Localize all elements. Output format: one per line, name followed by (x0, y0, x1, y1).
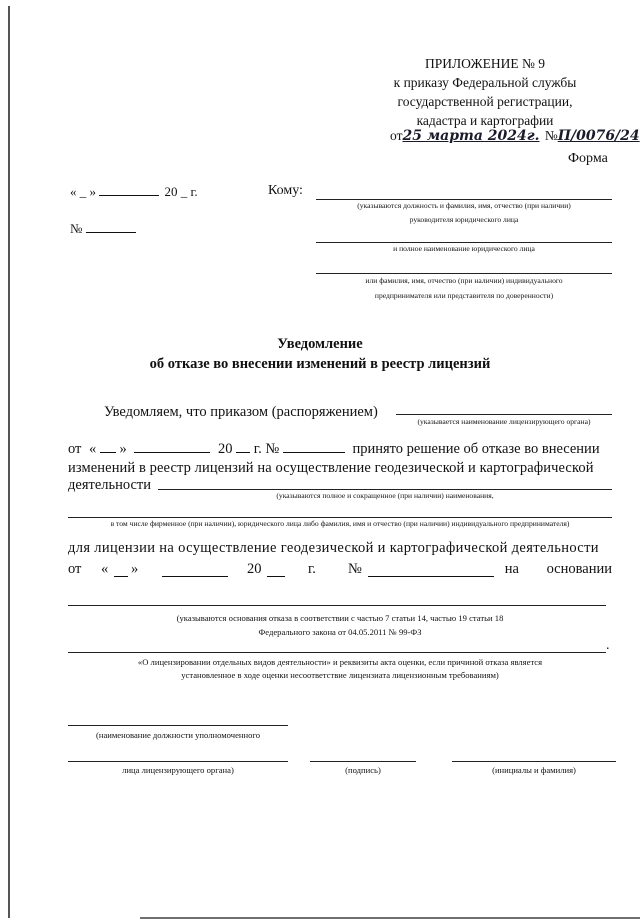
date-field (70, 184, 198, 200)
open-quote: « (89, 441, 97, 457)
signature-hint: (подпись) (345, 765, 381, 775)
notice-subtitle: об отказе во внесении изменений в реестр лицензий (149, 356, 491, 372)
number-blank[interactable] (86, 232, 136, 233)
licensee-name-hint: (указываются полное и сокращенное (при наличии) наименования, (276, 491, 494, 500)
licensee-name-hint-2: в том числе фирменное (при наличии), юридического лица либо фамилия, имя и отчество (при наличии) индивидуального предпринимателя) (110, 519, 570, 528)
notice-title: Уведомление (277, 336, 363, 352)
body-line-2: изменений в реестр лицензий на осуществление геодезической и картографической (68, 460, 594, 476)
date-day-blank[interactable]: _ (79, 184, 87, 199)
number-sign: № (70, 221, 83, 236)
position-line-1[interactable] (68, 725, 288, 726)
recipient-line-1[interactable] (316, 199, 612, 200)
recipient-hint-1: (указываются должность и фамилия, имя, отчество (при наличии) (357, 201, 571, 210)
order-month-blank[interactable] (134, 452, 210, 453)
licensing-authority-line[interactable] (396, 414, 612, 415)
grounds-period: . (606, 638, 610, 653)
grounds-hint-2: Федерального закона от 04.05.2011 № 99-ФЗ (258, 627, 422, 637)
license-number-blank[interactable] (368, 576, 494, 577)
position-hint-2: лица лицензирующего органа) (122, 765, 234, 775)
year-prefix: 20 (218, 441, 233, 457)
form-label: Форма (568, 151, 608, 166)
date-open-quote: « (70, 184, 77, 199)
close-quote-2: » (131, 561, 139, 577)
year-suffix-2: г. (308, 561, 316, 577)
appendix-line4: кадастра и картографии (416, 113, 554, 128)
recipient-hint-3: и полное наименование юридического лица (393, 244, 535, 253)
date-close-quote: » (89, 184, 96, 199)
initials-hint: (инициалы и фамилия) (492, 765, 576, 775)
order-number-blank[interactable] (283, 452, 345, 453)
licensee-name-line-2[interactable] (68, 517, 612, 518)
order-date-line (68, 441, 600, 458)
appendix-order-line (390, 128, 640, 144)
notify-text: Уведомляем, что приказом (распоряжением) (104, 404, 378, 420)
initials-line[interactable] (452, 761, 616, 762)
order-date-handwritten: 25 марта 2024г. (402, 128, 540, 144)
appendix-line2: к приказу Федеральной службы (393, 75, 577, 90)
recipient-hint-2: руководителя юридического лица (409, 215, 519, 224)
recipient-label: Кому: (268, 183, 303, 198)
order-number-handwritten: П/0076/24 (557, 128, 640, 144)
order-year-blank[interactable] (236, 452, 250, 453)
open-quote-2: « (101, 561, 109, 577)
year-prefix-2: 20 (247, 561, 262, 577)
body-line-3-start: деятельности (68, 477, 152, 493)
grounds-line-2[interactable] (68, 652, 606, 653)
position-line-2[interactable] (68, 761, 288, 762)
number-sign-2: № (348, 561, 362, 577)
licensee-name-line[interactable] (158, 489, 612, 490)
date-year-suffix: г. (190, 184, 198, 199)
order-from-prefix: от (390, 128, 403, 143)
basis-word: на основании (504, 561, 612, 577)
date-year-prefix: 20 (164, 184, 178, 199)
recipient-line-3[interactable] (316, 273, 612, 274)
recipient-line-2[interactable] (316, 242, 612, 243)
close-quote: » (119, 441, 127, 457)
position-hint-1: (наименование должности уполномоченного (95, 730, 260, 740)
licensing-authority-hint: (указывается наименование лицензирующего органа) (417, 417, 591, 426)
license-line: для лицензии на осуществление геодезической и картографической деятельности (68, 540, 599, 556)
scan-left-edge (8, 6, 10, 918)
license-month-blank[interactable] (162, 576, 228, 577)
grounds-line-1[interactable] (68, 605, 606, 606)
license-year-blank[interactable] (267, 576, 285, 577)
license-day-blank[interactable] (114, 576, 128, 577)
appendix-title: ПРИЛОЖЕНИЕ № 9 (424, 56, 546, 71)
appendix-line3: государственной регистрации, (397, 94, 573, 109)
from-word-2: от (68, 561, 82, 577)
order-number-prefix: № (544, 128, 558, 143)
scan-bottom-edge (140, 917, 640, 919)
grounds-hint-1: (указываются основания отказа в соответствии с частью 7 статьи 14, частью 19 статьи 18 (176, 613, 504, 623)
recipient-hint-4: или фамилия, имя, отчество (при наличии) индивидуального (365, 276, 563, 285)
grounds-hint-4: установленное в ходе оценки несоответствие лицензиата лицензионным требованиям) (181, 670, 499, 680)
order-day-blank[interactable] (100, 452, 116, 453)
number-field (70, 221, 136, 237)
date-year-blank[interactable]: _ (180, 184, 188, 199)
grounds-hint-3: «О лицензировании отдельных видов деятельности» и реквизиты акта оценки, если причиной отказа является (137, 657, 543, 667)
decision-text: принято решение об отказе во внесении (352, 441, 600, 457)
year-suffix: г. № (253, 441, 280, 457)
signature-line[interactable] (310, 761, 416, 762)
date-month-blank[interactable] (99, 195, 159, 196)
recipient-hint-5: предпринимателя или представителя по доверенности) (374, 291, 554, 300)
from-word: от (68, 441, 82, 457)
